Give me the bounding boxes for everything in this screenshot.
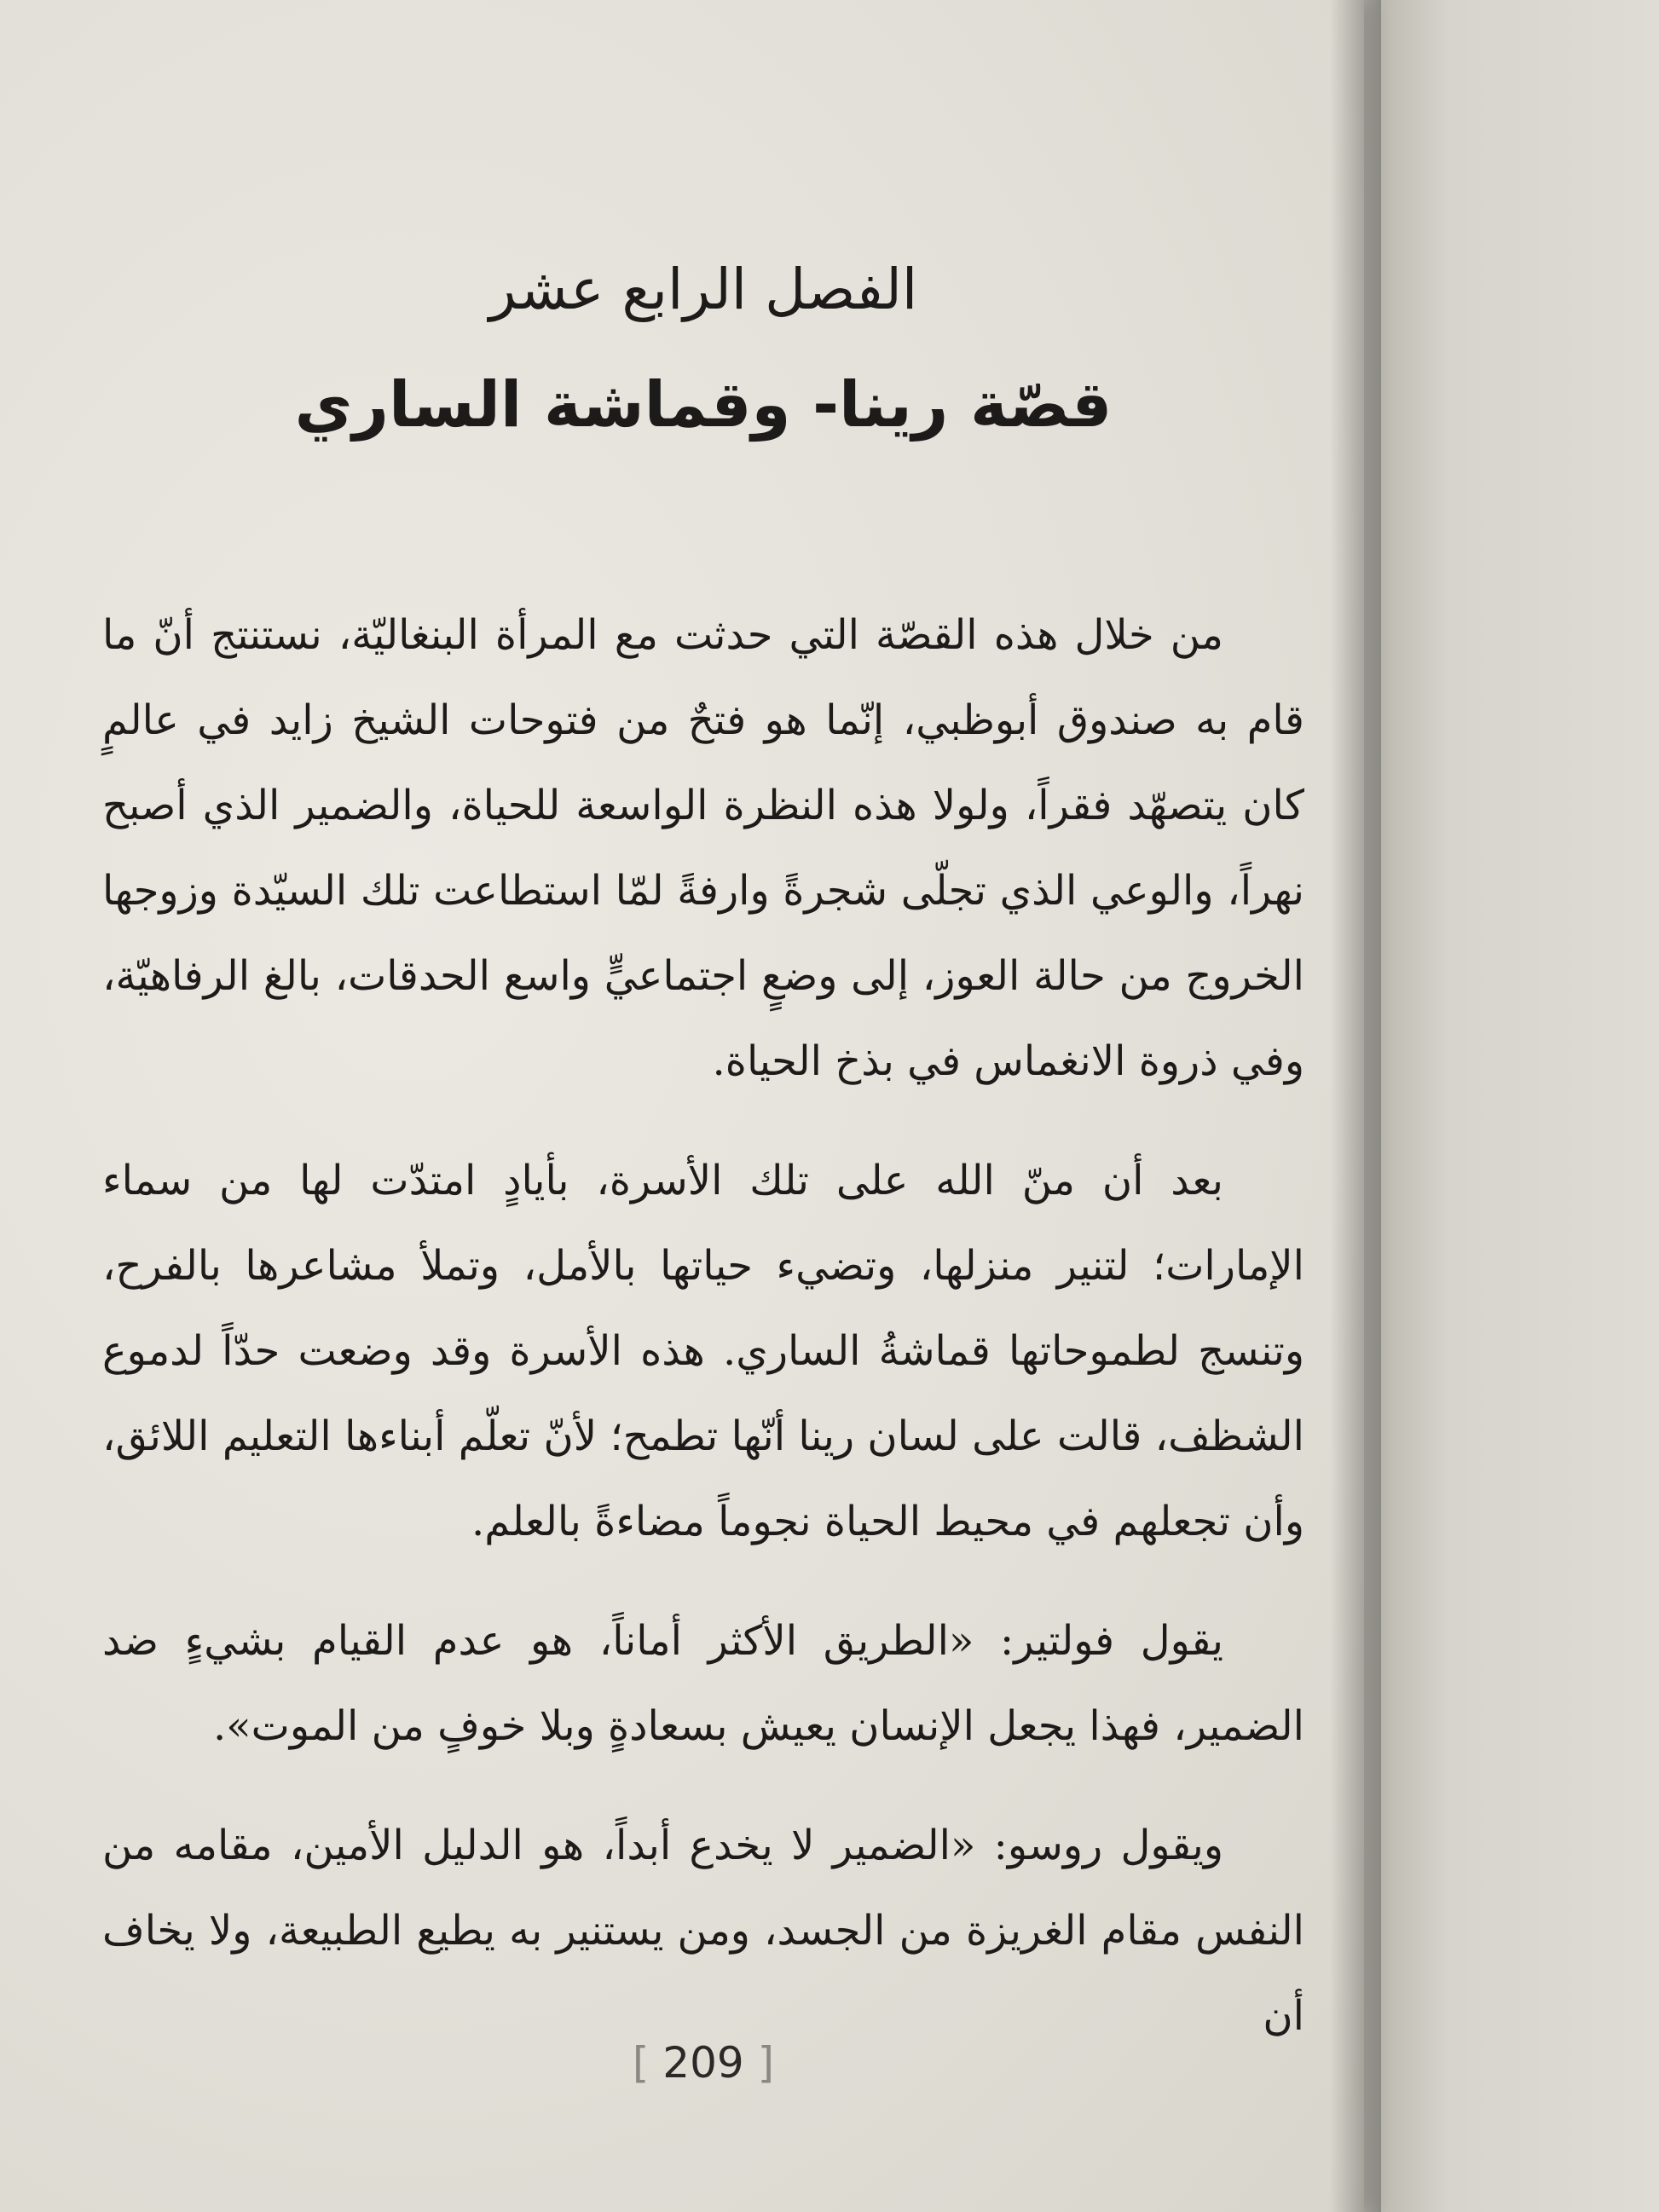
page-text-block	[102, 0, 1304, 2212]
paragraph-1: من خلال هذه القصّة التي حدثت مع المرأة البنغاليّة، نستنتج أنّ ما قام به صندوق أبوظبي، إنّما هو فتحٌ من فتوحات الشيخ زايد في عالمٍ كان يتصهّد فقراً، ولولا هذه النظرة الواسعة للحياة، والضمير الذي أصبح نهراً، والوعي الذي تجلّى شجرةً وارفةً لمّا استطاعت تلك السيّدة وزوجها الخروج من حالة العوز، إلى وضعٍ اجتماعيٍّ واسع الحدقات، بالغ الرفاهيّة، وفي ذروة الانغماس في بذخ الحياة.	[102, 611, 1305, 1085]
page-number-value: 209	[662, 2038, 744, 2088]
paragraph-2: بعد أن منّ الله على تلك الأسرة، بأيادٍ امتدّت لها من سماء الإمارات؛ لتنير منزلها، وتضيء حياتها بالأمل، وتملأ مشاعرها بالفرح، وتنسج لطموحاتها قماشةُ الساري. هذه الأسرة وقد وضعت حدّاً لدموع الشظف، قالت على لسان رينا أنّها تطمح؛ لأنّ تعلّم أبناءها التعليم اللائق، وأن تجعلهم في محيط الحياة نجوماً مضاءةً بالعلم.	[102, 1157, 1305, 1545]
chapter-body	[102, 592, 1304, 2093]
page-number-close-bracket: ]	[757, 2038, 775, 2088]
facing-page-edge	[1381, 0, 1659, 2212]
page-number-open-bracket: [	[632, 2038, 650, 2088]
paragraph-4-rousseau-quote: ويقول روسو: «الضمير لا يخدع أبداً، هو الدليل الأمين، مقامه من النفس مقام الغريزة من الجسد، ومن يستنير به يطيع الطبيعة، ولا يخاف أن	[102, 1822, 1304, 2040]
paragraph-3-voltaire-quote: يقول فولتير: «الطريق الأكثر أماناً، هو عدم القيام بشيءٍ ضد الضمير، فهذا يجعل الإنسان يعيش بسعادةٍ وبلا خوفٍ من الموت».	[102, 1617, 1304, 1750]
chapter-number: الفصل الرابع عشر	[488, 257, 918, 322]
page-number	[102, 2033, 1304, 2093]
chapter-title: قصّة رينا- وقماشة الساري	[294, 368, 1113, 442]
book-gutter-shadow	[1330, 0, 1381, 2212]
